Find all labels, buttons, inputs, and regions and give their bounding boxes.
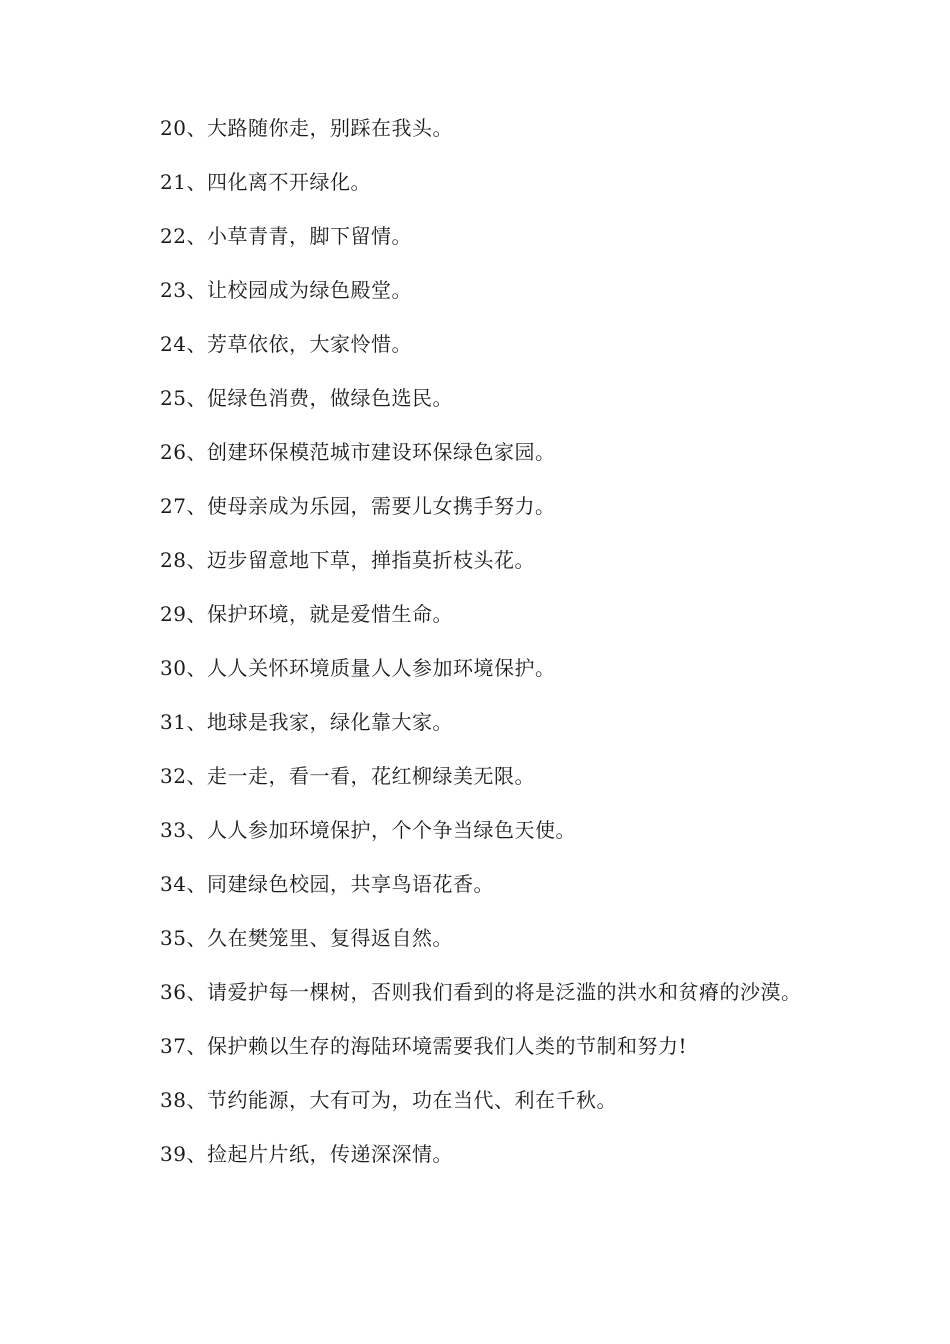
list-item: 25、促绿色消费，做绿色选民。 (160, 386, 453, 410)
list-item: 21、四化离不开绿化。 (160, 170, 371, 194)
list-item: 29、保护环境，就是爱惜生命。 (160, 602, 453, 626)
list-item: 23、让校园成为绿色殿堂。 (160, 278, 412, 302)
list-item: 20、大路随你走，别踩在我头。 (160, 116, 453, 140)
list-item: 35、久在樊笼里、复得返自然。 (160, 926, 453, 950)
list-item: 32、走一走，看一看，花红柳绿美无限。 (160, 764, 535, 788)
list-item: 36、请爱护每一棵树，否则我们看到的将是泛滥的洪水和贫瘠的沙漠。 (160, 980, 802, 1004)
list-item: 31、地球是我家，绿化靠大家。 (160, 710, 453, 734)
list-item: 39、捡起片片纸，传递深深情。 (160, 1142, 453, 1166)
list-item: 34、同建绿色校园，共享鸟语花香。 (160, 872, 494, 896)
list-item: 30、人人关怀环境质量人人参加环境保护。 (160, 656, 556, 680)
list-item: 24、芳草依依，大家怜惜。 (160, 332, 412, 356)
list-item: 37、保护赖以生存的海陆环境需要我们人类的节制和努力! (160, 1034, 687, 1058)
list-item: 26、创建环保模范城市建设环保绿色家园。 (160, 440, 556, 464)
list-item: 28、迈步留意地下草，掸指莫折枝头花。 (160, 548, 535, 572)
list-item: 38、节约能源，大有可为，功在当代、利在千秋。 (160, 1088, 617, 1112)
list-item: 27、使母亲成为乐园，需要儿女携手努力。 (160, 494, 556, 518)
list-item: 22、小草青青，脚下留情。 (160, 224, 412, 248)
list-item: 33、人人参加环境保护，个个争当绿色天使。 (160, 818, 576, 842)
